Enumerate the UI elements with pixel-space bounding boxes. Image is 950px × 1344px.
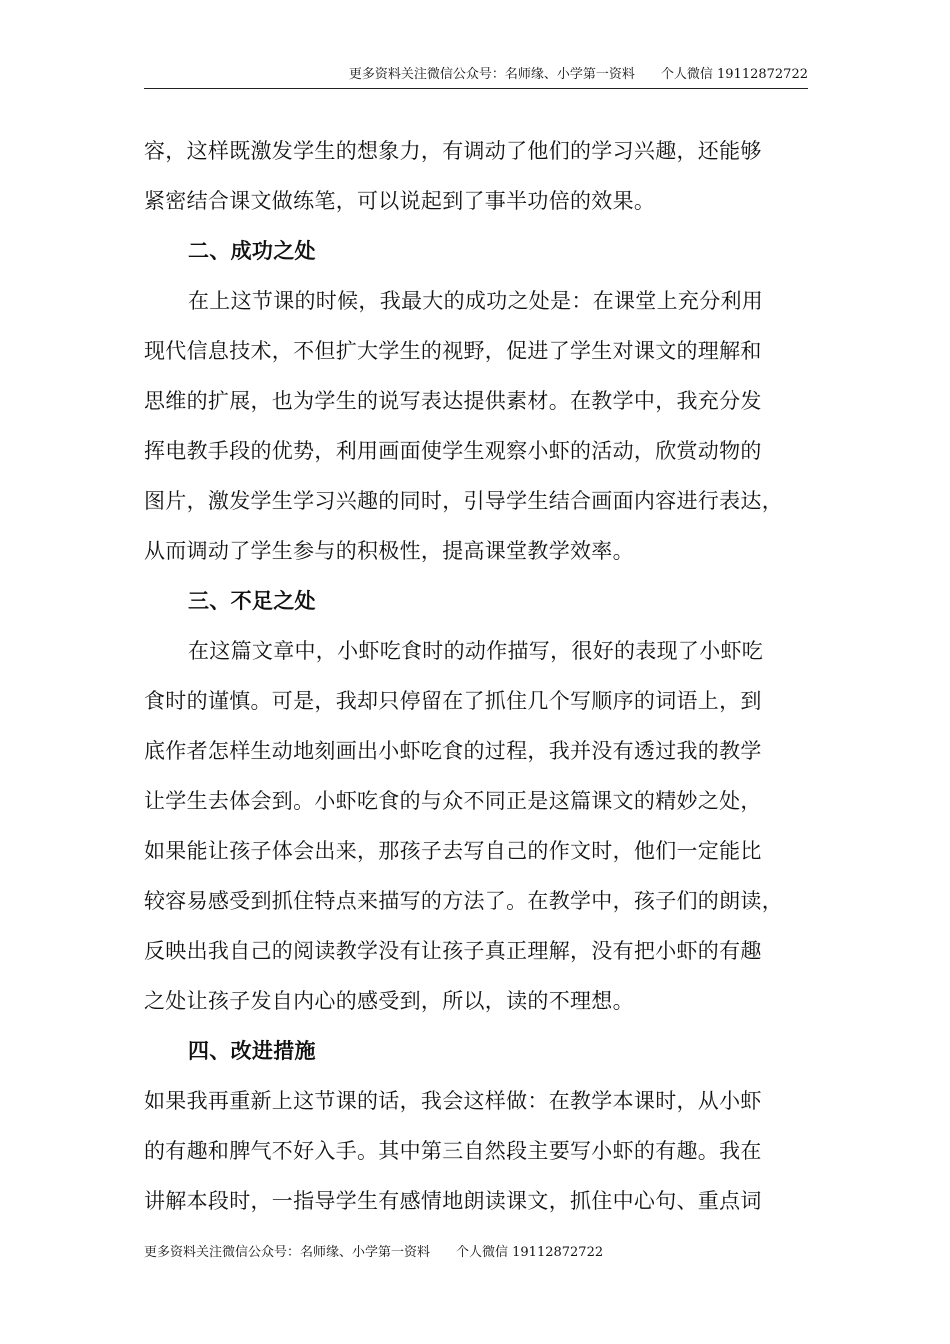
paragraph-line: 让学生去体会到。小虾吃食的与众不同正是这篇课文的精妙之处， [144,789,762,813]
paragraph-line: 食时的谨慎。可是，我却只停留在了抓住几个写顺序的词语上，到 [144,689,762,713]
paragraph-line: 紧密结合课文做练笔，可以说起到了事半功倍的效果。 [144,189,656,213]
paragraph-line: 较容易感受到抓住特点来描写的方法了。在教学中，孩子们的朗读， [144,889,783,913]
paragraph-line: 容，这样既激发学生的想象力，有调动了他们的学习兴趣，还能够 [144,139,762,163]
paragraph-line: 思维的扩展，也为学生的说写表达提供素材。在教学中，我充分发 [144,389,762,413]
paragraph-line: 如果我再重新上这节课的话，我会这样做：在教学本课时，从小虾 [144,1089,762,1113]
section-heading-success: 二、成功之处 [188,238,316,263]
paragraph-line: 讲解本段时，一指导学生有感情地朗读课文，抓住中心句、重点词 [144,1189,762,1213]
body-text [144,126,824,1226]
page-footer: 更多资料关注微信公众号：名师缘、小学第一资料 个人微信 19112872722 [144,1245,604,1260]
paragraph-line: 反映出我自己的阅读教学没有让孩子真正理解，没有把小虾的有趣 [144,939,762,963]
paragraph-line: 之处让孩子发自内心的感受到，所以，读的不理想。 [144,989,634,1013]
paragraph-line: 在上这节课的时候，我最大的成功之处是：在课堂上充分利用 [188,289,764,313]
paragraph-line: 的有趣和脾气不好入手。其中第三自然段主要写小虾的有趣。我在 [144,1139,762,1163]
section-heading-improvements: 四、改进措施 [188,1038,316,1063]
paragraph-line: 在这篇文章中，小虾吃食时的动作描写，很好的表现了小虾吃 [188,639,764,663]
paragraph-line: 从而调动了学生参与的积极性，提高课堂教学效率。 [144,539,634,563]
paragraph-line: 如果能让孩子体会出来，那孩子去写自己的作文时，他们一定能比 [144,839,762,863]
paragraph-line: 图片，激发学生学习兴趣的同时，引导学生结合画面内容进行表达， [144,489,783,513]
page-header: 更多资料关注微信公众号：名师缘、小学第一资料 个人微信 19112872722 [144,66,808,89]
section-heading-shortcomings: 三、不足之处 [188,588,316,613]
paragraph-line: 挥电教手段的优势，利用画面使学生观察小虾的活动，欣赏动物的 [144,439,762,463]
paragraph-line: 底作者怎样生动地刻画出小虾吃食的过程，我并没有透过我的教学 [144,739,762,763]
paragraph-line: 现代信息技术，不但扩大学生的视野，促进了学生对课文的理解和 [144,339,762,363]
